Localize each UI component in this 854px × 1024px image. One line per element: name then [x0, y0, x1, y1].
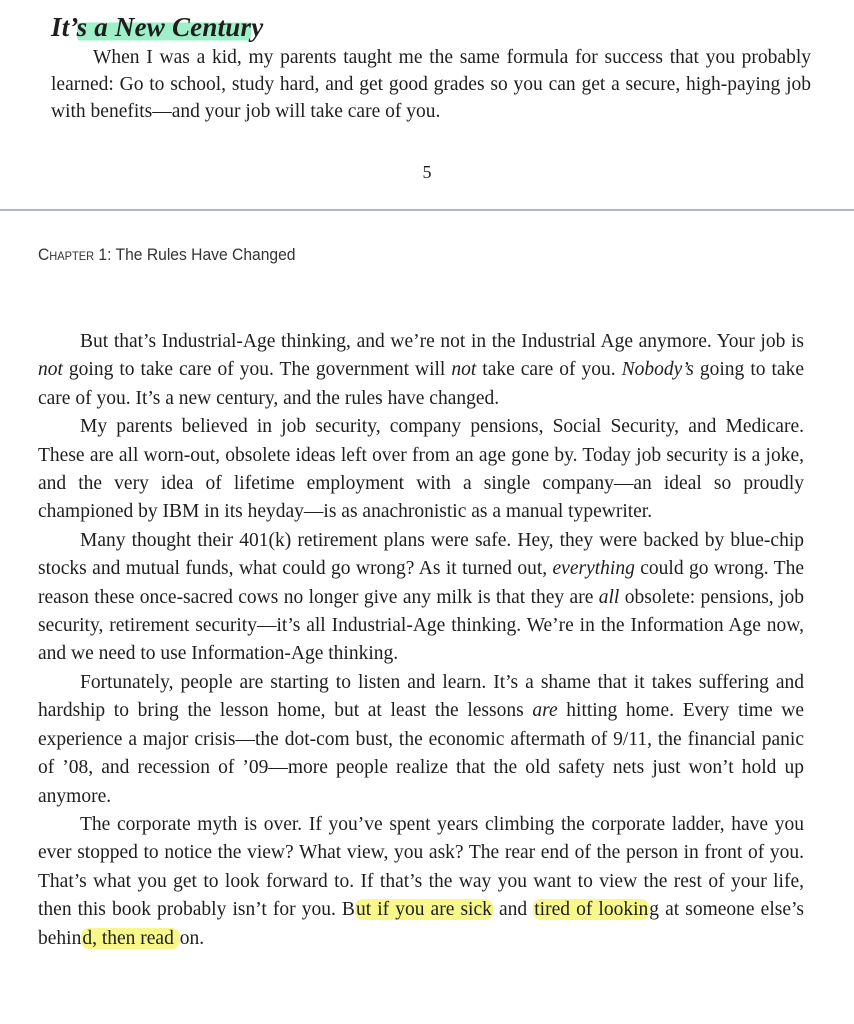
chapter-label: Chapter 1: — [38, 245, 112, 264]
text-run: But that’s Industrial-Age thinking, and we’re not in the Industrial Age anymore. Your job is — [80, 331, 804, 352]
text-run: Many thought their 401(k) retirement plans were safe. Hey, they were backed by blue-chip stocks and mutual funds, what could go wrong? As it turned out, — [38, 529, 804, 580]
body-text — [38, 328, 804, 953]
section-title — [51, 12, 263, 43]
text-run: The corporate myth is over. If you’ve spent years climbing the corporate ladder, have you ever stopped to notice the view? What view, you ask? The rear end of the person in front of you. That’s what you get to look forward to. If that’s the way you want to view the rest of your life, then this book probably isn’t for you. B — [38, 813, 804, 921]
paragraph-2: My parents believed in job security, company pensions, Social Security, and Medicare. These are all worn-out, obsolete ideas left over from an age gone by. Today job security is a joke, and the very idea of lifetime employment with a single company—an ideal so proudly championed by IBM in its heyday—is as anachronistic as a manual typewriter. — [38, 416, 804, 523]
emphasis: everything — [552, 558, 635, 580]
page-divider — [0, 209, 854, 211]
emphasis: not — [451, 359, 477, 381]
paragraph-4 — [38, 669, 804, 811]
page-number: 5 — [422, 162, 432, 182]
text-run: take care of you. — [476, 359, 622, 381]
text-run: g at someone else’s behin — [38, 899, 805, 949]
text-run: Fortunately, people are starting to listen and learn. It’s a shame that it takes suffering and hardship to bring the lesson home, but at least the lessons — [38, 671, 804, 722]
emphasis: all — [598, 586, 620, 608]
paragraph-3 — [38, 527, 804, 669]
emphasis: Nobody’s — [621, 359, 694, 381]
intro-paragraph: When I was a kid, my parents taught me the same formula for success that you probably learned: Go to school, study hard, and get good grades so you can get a secure, high-paying job with benefits—and your job will take care of you. — [51, 47, 811, 122]
title-part: y — [251, 12, 264, 42]
text-run: obsolete: pensions, job security, retirement security—it’s all Industrial-Age thinking. We’re in the Information Age now, and we need to use Information-Age thinking. — [38, 586, 804, 665]
emphasis: not — [38, 359, 63, 381]
running-head — [38, 245, 296, 265]
emphasis: are — [532, 700, 558, 722]
yellow-highlight: d, then read — [82, 927, 179, 949]
text-run: hitting home. Every time we experience a major crisis—the dot-com bust, the economic aftermath of 9/11, the financial panic of ’08, and recession of ’09—more people realize that the old safety nets just won’t hold up anymore. — [38, 700, 804, 807]
title-part: It’ — [51, 12, 77, 42]
yellow-highlight: tired of lookin — [534, 899, 649, 921]
chapter-title: The Rules Have Changed — [115, 245, 296, 264]
text-run: could go wrong. The reason these once-sacred cows no longer give any milk is that they are — [38, 558, 804, 608]
top-page — [0, 0, 854, 208]
green-highlight: s a New Centur — [76, 12, 252, 42]
text-run: going to take care of you. It’s a new century, and the rules have changed. — [38, 359, 804, 409]
paragraph-1 — [38, 328, 804, 413]
yellow-highlight: ut if you are sick — [355, 899, 492, 921]
text-run: and — [492, 899, 534, 921]
paragraph-5 — [38, 811, 804, 953]
text-run: going to take care of you. The government will — [62, 359, 452, 381]
text-run: on. — [179, 927, 205, 949]
